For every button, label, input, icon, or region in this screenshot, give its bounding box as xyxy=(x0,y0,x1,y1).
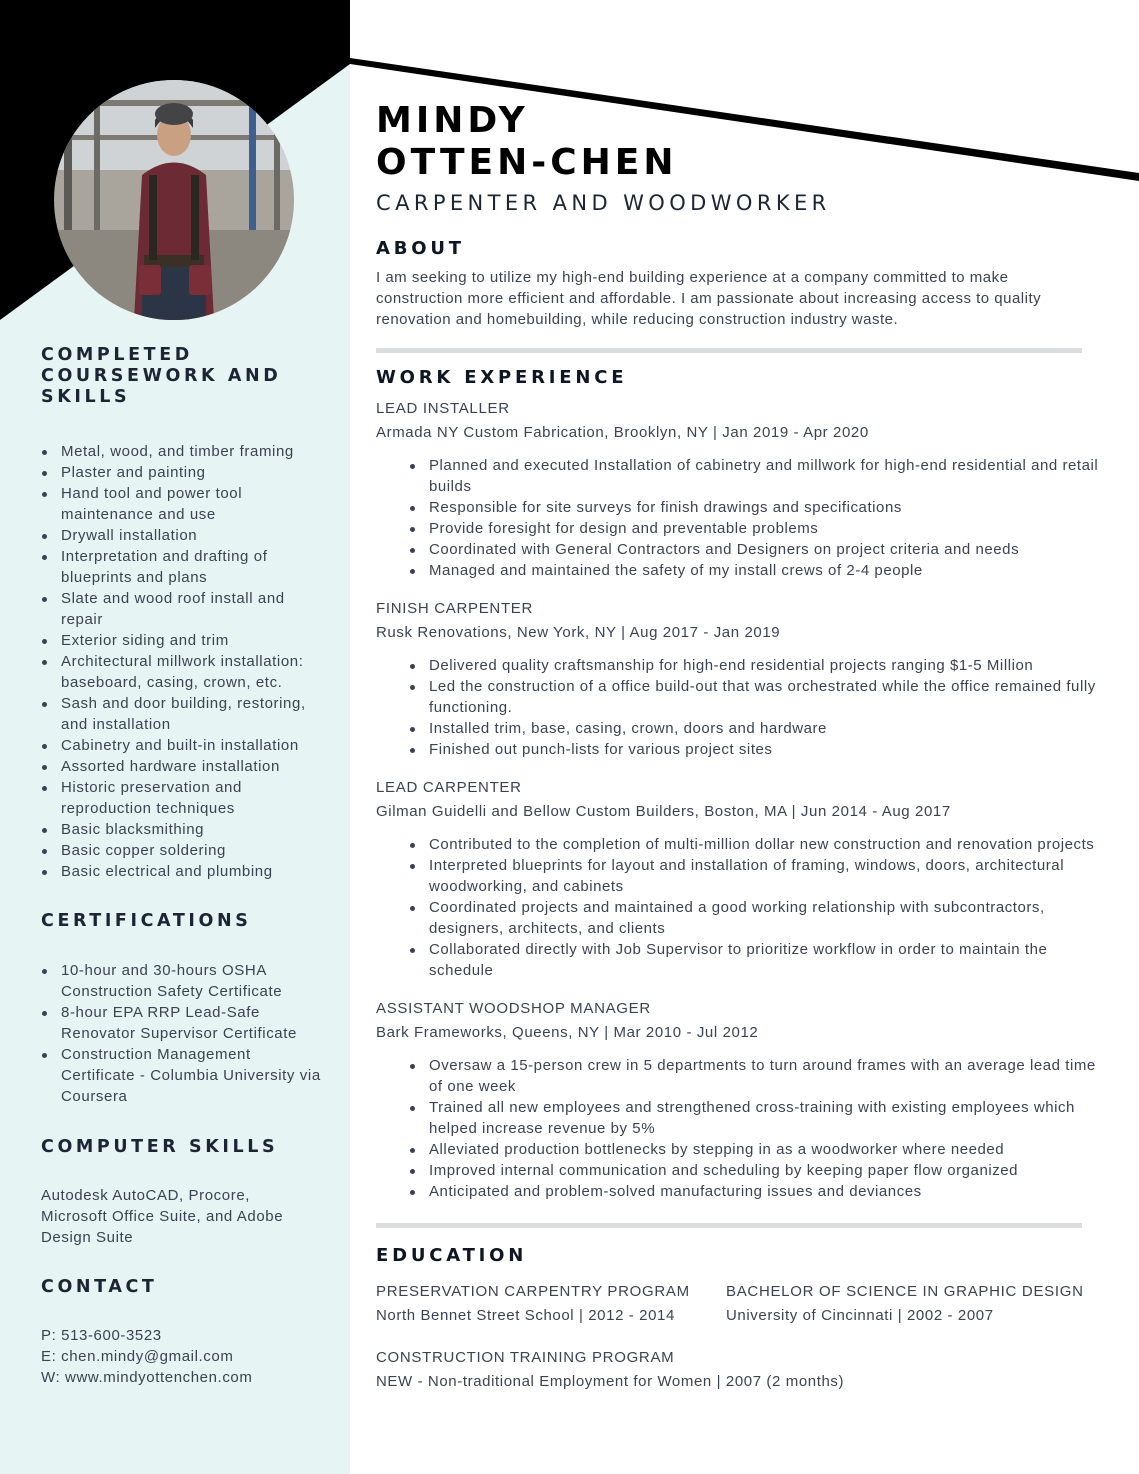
certification-item: Construction Management Certificate - Columbia University via Coursera xyxy=(41,1044,326,1107)
job-company: Rusk Renovations, New York, NY | Aug 2017 - Jan 2019 xyxy=(376,624,781,641)
skill-item: Plaster and painting xyxy=(41,462,326,483)
job-bullet: Anticipated and problem-solved manufacturing issues and deviances xyxy=(376,1181,1106,1202)
job-bullet: Interpreted blueprints for layout and installation of framing, windows, doors, architectural woodworking, and cabinets xyxy=(376,855,1106,897)
skill-item: Sash and door building, restoring, and installation xyxy=(41,693,326,735)
job-bullet: Responsible for site surveys for finish drawings and specifications xyxy=(376,497,1106,518)
about-heading: ABOUT xyxy=(376,238,465,259)
education-list xyxy=(376,1281,1106,1411)
education-program: BACHELOR OF SCIENCE IN GRAPHIC DESIGN xyxy=(726,1283,1084,1300)
skill-item: Exterior siding and trim xyxy=(41,630,326,651)
skill-item: Architectural millwork installation: baseboard, casing, crown, etc. xyxy=(41,651,326,693)
full-name xyxy=(376,100,1106,184)
job-bullet: Managed and maintained the safety of my install crews of 2-4 people xyxy=(376,560,1106,581)
skill-item: Interpretation and drafting of blueprints and plans xyxy=(41,546,326,588)
job-bullet: Led the construction of a office build-out that was orchestrated while the office remained fully functioning. xyxy=(376,676,1106,718)
education-item xyxy=(376,1347,844,1392)
job-bullet: Collaborated directly with Job Supervisor to prioritize workflow in order to maintain the schedule xyxy=(376,939,1106,981)
job-entry xyxy=(376,398,1106,581)
skills-heading-line: SKILLS xyxy=(41,387,131,407)
contact-website[interactable]: W: www.mindyottenchen.com xyxy=(41,1369,253,1386)
about-text: I am seeking to utilize my high-end building experience at a company committed to make construction more efficient and affordable. I am passionate about increasing access to quality renovation and homebuilding, while reducing construction industry waste. xyxy=(376,269,1042,328)
skill-item: Metal, wood, and timber framing xyxy=(41,441,326,462)
skill-item: Assorted hardware installation xyxy=(41,756,326,777)
name-line-1: MINDY xyxy=(376,100,529,141)
section-divider xyxy=(376,1223,1082,1228)
skills-heading-line: COMPLETED xyxy=(41,345,193,365)
certifications-list xyxy=(41,960,326,1107)
skills-list xyxy=(41,441,326,882)
work-experience-heading: WORK EXPERIENCE xyxy=(376,367,628,388)
name-line-2: OTTEN-CHEN xyxy=(376,142,678,183)
job-bullet: Provide foresight for design and preventable problems xyxy=(376,518,1106,539)
skills-heading-line: COURSEWORK AND xyxy=(41,366,282,386)
contact-heading: CONTACT xyxy=(41,1277,158,1297)
skill-item: Slate and wood roof install and repair xyxy=(41,588,326,630)
skill-item: Basic electrical and plumbing xyxy=(41,861,326,882)
job-bullet: Trained all new employees and strengthened cross-training with existing employees which helped increase revenue by 5% xyxy=(376,1097,1106,1139)
skill-item: Cabinetry and built-in installation xyxy=(41,735,326,756)
job-bullet: Contributed to the completion of multi-million dollar new construction and renovation projects xyxy=(376,834,1106,855)
job-bullet: Oversaw a 15-person crew in 5 departments to turn around frames with an average lead time of one week xyxy=(376,1055,1106,1097)
job-entry xyxy=(376,777,1106,981)
skills-heading xyxy=(41,345,331,408)
job-entry xyxy=(376,598,1106,760)
contact-phone[interactable]: P: 513-600-3523 xyxy=(41,1327,162,1344)
job-company: Armada NY Custom Fabrication, Brooklyn, NY | Jan 2019 - Apr 2020 xyxy=(376,424,869,441)
contact-email[interactable]: E: chen.mindy@gmail.com xyxy=(41,1348,234,1365)
skill-item: Basic copper soldering xyxy=(41,840,326,861)
education-item xyxy=(376,1281,690,1326)
job-bullets xyxy=(376,455,1106,581)
certifications-heading: CERTIFICATIONS xyxy=(41,911,252,931)
job-entry xyxy=(376,998,1106,1202)
job-title: LEAD INSTALLER xyxy=(376,400,510,417)
education-detail: North Bennet Street School | 2012 - 2014 xyxy=(376,1307,675,1324)
computer-skills-text: Autodesk AutoCAD, Procore, Microsoft Office Suite, and Adobe Design Suite xyxy=(41,1187,284,1246)
skill-item: Hand tool and power tool maintenance and use xyxy=(41,483,326,525)
sidebar xyxy=(41,345,331,1388)
certification-item: 10-hour and 30-hours OSHA Construction Safety Certificate xyxy=(41,960,326,1002)
contact-block xyxy=(41,1325,331,1388)
job-bullet: Alleviated production bottlenecks by stepping in as a woodworker where needed xyxy=(376,1139,1106,1160)
skill-item: Basic blacksmithing xyxy=(41,819,326,840)
job-bullet: Coordinated with General Contractors and Designers on project criteria and needs xyxy=(376,539,1106,560)
profile-photo xyxy=(54,80,294,320)
certification-item: 8-hour EPA RRP Lead-Safe Renovator Supervisor Certificate xyxy=(41,1002,326,1044)
skill-item: Drywall installation xyxy=(41,525,326,546)
job-bullets xyxy=(376,834,1106,981)
job-bullet: Finished out punch-lists for various project sites xyxy=(376,739,1106,760)
job-bullet: Improved internal communication and scheduling by keeping paper flow organized xyxy=(376,1160,1106,1181)
computer-skills-heading: COMPUTER SKILLS xyxy=(41,1137,279,1157)
section-divider xyxy=(376,348,1082,353)
job-company: Bark Frameworks, Queens, NY | Mar 2010 - Jul 2012 xyxy=(376,1024,759,1041)
job-title: ASSISTANT WOODSHOP MANAGER xyxy=(376,1000,651,1017)
job-bullet: Planned and executed Installation of cabinetry and millwork for high-end residential and retail builds xyxy=(376,455,1106,497)
job-bullets xyxy=(376,1055,1106,1202)
job-bullet: Delivered quality craftsmanship for high-end residential projects ranging $1-5 Million xyxy=(376,655,1106,676)
job-bullet: Installed trim, base, casing, crown, doors and hardware xyxy=(376,718,1106,739)
job-title: LEAD CARPENTER xyxy=(376,779,522,796)
job-role: CARPENTER AND WOODWORKER xyxy=(376,191,831,215)
education-program: PRESERVATION CARPENTRY PROGRAM xyxy=(376,1283,690,1300)
job-title: FINISH CARPENTER xyxy=(376,600,534,617)
job-company: Gilman Guidelli and Bellow Custom Builders, Boston, MA | Jun 2014 - Aug 2017 xyxy=(376,803,951,820)
skill-item: Historic preservation and reproduction techniques xyxy=(41,777,326,819)
education-heading: EDUCATION xyxy=(376,1245,528,1266)
job-bullets xyxy=(376,655,1106,760)
education-detail: NEW - Non-traditional Employment for Women | 2007 (2 months) xyxy=(376,1373,845,1390)
job-bullet: Coordinated projects and maintained a good working relationship with subcontractors, designers, architects, and clients xyxy=(376,897,1106,939)
profile-photo-icon xyxy=(54,80,294,320)
education-detail: University of Cincinnati | 2002 - 2007 xyxy=(726,1307,994,1324)
main-column xyxy=(376,100,1106,1411)
education-program: CONSTRUCTION TRAINING PROGRAM xyxy=(376,1349,675,1366)
education-item xyxy=(726,1281,1084,1326)
